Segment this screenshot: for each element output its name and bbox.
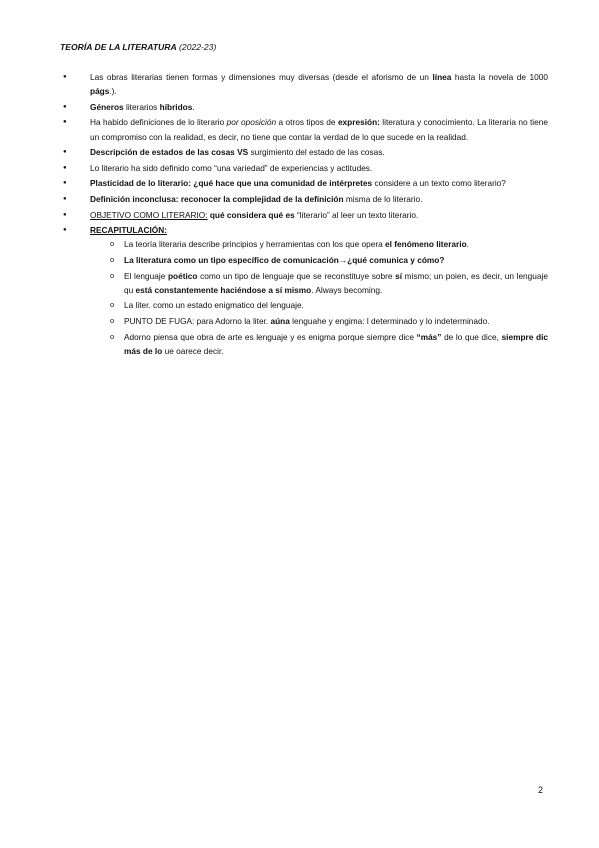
bullet-item-plasticity: ● Plasticidad de lo literario: ¿qué hace que una comunidad de intérpretes considere a un texto como literario? [60, 176, 548, 190]
bullet-item-objective: ● OBJETIVO COMO LITERARIO: qué considera qué es “literario” al leer un texto literario. [60, 208, 548, 222]
notes-body [60, 70, 548, 359]
document-header [60, 42, 216, 52]
bullet-item-genres: ● Géneros literarios híbridos. [60, 100, 548, 114]
recap-item-enigma: o La liter. como un estado enigmatico del lenguaje. [90, 298, 548, 312]
recap-sublist [90, 237, 548, 358]
bullet-item-variety: ● Lo literario ha sido definido como “una variedad” de experiencias y actitudes. [60, 161, 548, 175]
main-bullet-list [60, 70, 548, 358]
recap-item-theory: o La teoría literaria describe principios y herramientas con los que opera el fenómeno literario. [90, 237, 548, 251]
bullet-item-description: ● Descripción de estados de las cosas VS surgimiento del estado de las cosas. [60, 145, 548, 159]
bullet-item-forms: ● Las obras literarias tienen formas y dimensiones muy diversas (desde el aforismo de un línea hasta la novela de 1000 págs.). [60, 70, 548, 98]
bullet-item-opposition: ● Ha habido definiciones de lo literario por oposición a otros tipos de expresión: literatura y conocimiento. La literaria no tiene un compromiso con la realidad, es decir, no tiene que contar la verdad de lo que sucede en la realidad. [60, 115, 548, 143]
recap-item-adorno: o Adorno piensa que obra de arte es lenguaje y es enigma porque siempre dice “más” de lo que dice, siempre dic más de lo ue oarece decir. [90, 330, 548, 358]
bullet-item-recap: ● RECAPITULACIÓN: o La teoría literaria describe principios y herramientas con los que opera el fenómeno literario. o La literatura como un tipo específico de comunicación→¿qué comunica y cómo? o El lenguaje poético como un tipo de lenguaje que se reconstituye sobre sí mismo; un poien, es decir, un lenguaje qu está constantemente haciéndose a sí mismo. Always becoming. o La liter. como un estado enigmatico del lenguaje. o PUNTO DE FUGA: para Adorno la liter. aúna lenguahe y engima: l determinado y lo indeterminado. o Adorno piensa que obra de arte es lenguaje y es enigma porque siempre dice “más” de lo que dice, siempre dic más de lo ue oarece decir. [60, 223, 548, 358]
page-number: 2 [538, 785, 544, 795]
course-year: (2022-23) [179, 42, 217, 52]
recap-item-poetic-language: o El lenguaje poético como un tipo de lenguaje que se reconstituye sobre sí mismo; un poien, es decir, un lenguaje qu está constantemente haciéndose a sí mismo. Always becoming. [90, 269, 548, 297]
recap-item-vanishing-point: o PUNTO DE FUGA: para Adorno la liter. aúna lenguahe y engima: l determinado y lo indeterminado. [90, 314, 548, 328]
course-title: TEORÍA DE LA LITERATURA [60, 42, 177, 52]
recap-item-communication: o La literatura como un tipo específico de comunicación→¿qué comunica y cómo? [90, 253, 548, 267]
bullet-item-definition: ● Definición inconclusa: reconocer la complejidad de la definición misma de lo literario. [60, 192, 548, 206]
